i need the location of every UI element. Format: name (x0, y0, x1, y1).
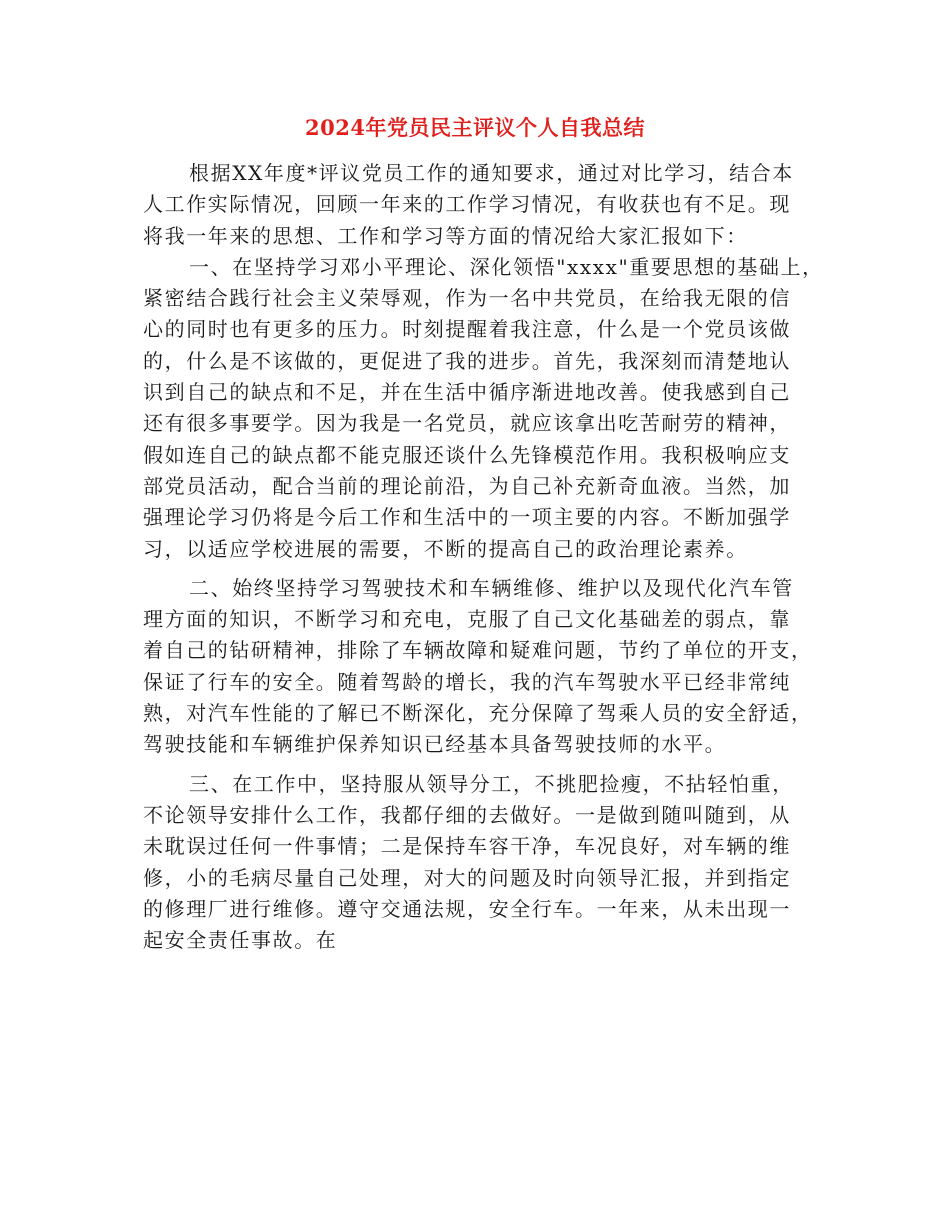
text-line: 紧密结合践行社会主义荣辱观，作为一名中共党员，在给我无限的信 (143, 286, 791, 311)
text-line: 心的同时也有更多的压力。时刻提醒着我注意，什么是一个党员该做 (143, 317, 791, 342)
text-line: 一、在坚持学习邓小平理论、深化领悟"xxxx"重要思想的基础上， (189, 254, 824, 279)
text-line: 假如连自己的缺点都不能克服还谈什么先锋模范作用。我积极响应支 (143, 442, 791, 467)
text-line: 的修理厂进行维修。遵守交通法规，安全行车。一年来，从未出现一 (143, 896, 791, 921)
document-body (143, 158, 824, 956)
paragraph-gap (143, 761, 807, 769)
text-line: 还有很多事要学。因为我是一名党员，就应该拿出吃苦耐劳的精神， (143, 411, 791, 436)
text-line: 强理论学习仍将是今后工作和生活中的一项主要的内容。不断加强学 (143, 505, 791, 530)
text-line: 起安全责任事故。在 (143, 928, 338, 953)
text-line: 着自己的钻研精神，排除了车辆故障和疑难问题，节约了单位的开支， (143, 638, 813, 663)
paragraph-gap (143, 565, 807, 573)
text-line: 的，什么是不该做的，更促进了我的进步。首先，我深刻而清楚地认 (143, 348, 791, 373)
text-line: 识到自己的缺点和不足，并在生活中循序渐进地改善。使我感到自己 (143, 380, 791, 405)
text-line: 未耽误过任何一件事情；二是保持车容干净，车况良好，对车辆的维 (143, 834, 791, 859)
text-line: 熟，对汽车性能的了解已不断深化，充分保障了驾乘人员的安全舒适， (143, 701, 813, 726)
text-line: 部党员活动，配合当前的理论前沿，为自己补充新奇血液。当然，加 (143, 473, 791, 498)
text-line: 将我一年来的思想、工作和学习等方面的情况给大家汇报如下： (143, 223, 748, 248)
text-line: 人工作实际情况，回顾一年来的工作学习情况，有收获也有不足。现 (143, 192, 791, 217)
text-line: 驾驶技能和车辆维护保养知识已经基本具备驾驶技师的水平。 (143, 732, 727, 757)
text-line: 习，以适应学校进展的需要，不断的提高自己的政治理论素养。 (143, 536, 748, 561)
text-line: 保证了行车的安全。随着驾龄的增长，我的汽车驾驶水平已经非常纯 (143, 669, 791, 694)
text-line: 三、在工作中，坚持服从领导分工，不挑肥捡瘦，不拈轻怕重， (189, 771, 794, 796)
document-title: 2024年党员民主评议个人自我总结 (305, 115, 645, 140)
text-line: 二、始终坚持学习驾驶技术和车辆维修、维护以及现代化汽车管 (189, 575, 794, 600)
paragraph-intro (143, 158, 807, 252)
text-line: 根据XX年度*评议党员工作的通知要求，通过对比学习，结合本 (189, 161, 794, 185)
text-line: 理方面的知识，不断学习和充电，克服了自己文化基础差的弱点，靠 (143, 607, 791, 632)
paragraph-section-2 (143, 573, 813, 761)
text-line: 修，小的毛病尽量自己处理，对大的问题及时向领导汇报，并到指定 (143, 865, 791, 890)
text-line: 不论领导安排什么工作，我都仔细的去做好。一是做到随叫随到，从 (143, 802, 791, 827)
paragraph-section-1 (143, 252, 824, 565)
paragraph-section-3 (143, 769, 807, 957)
